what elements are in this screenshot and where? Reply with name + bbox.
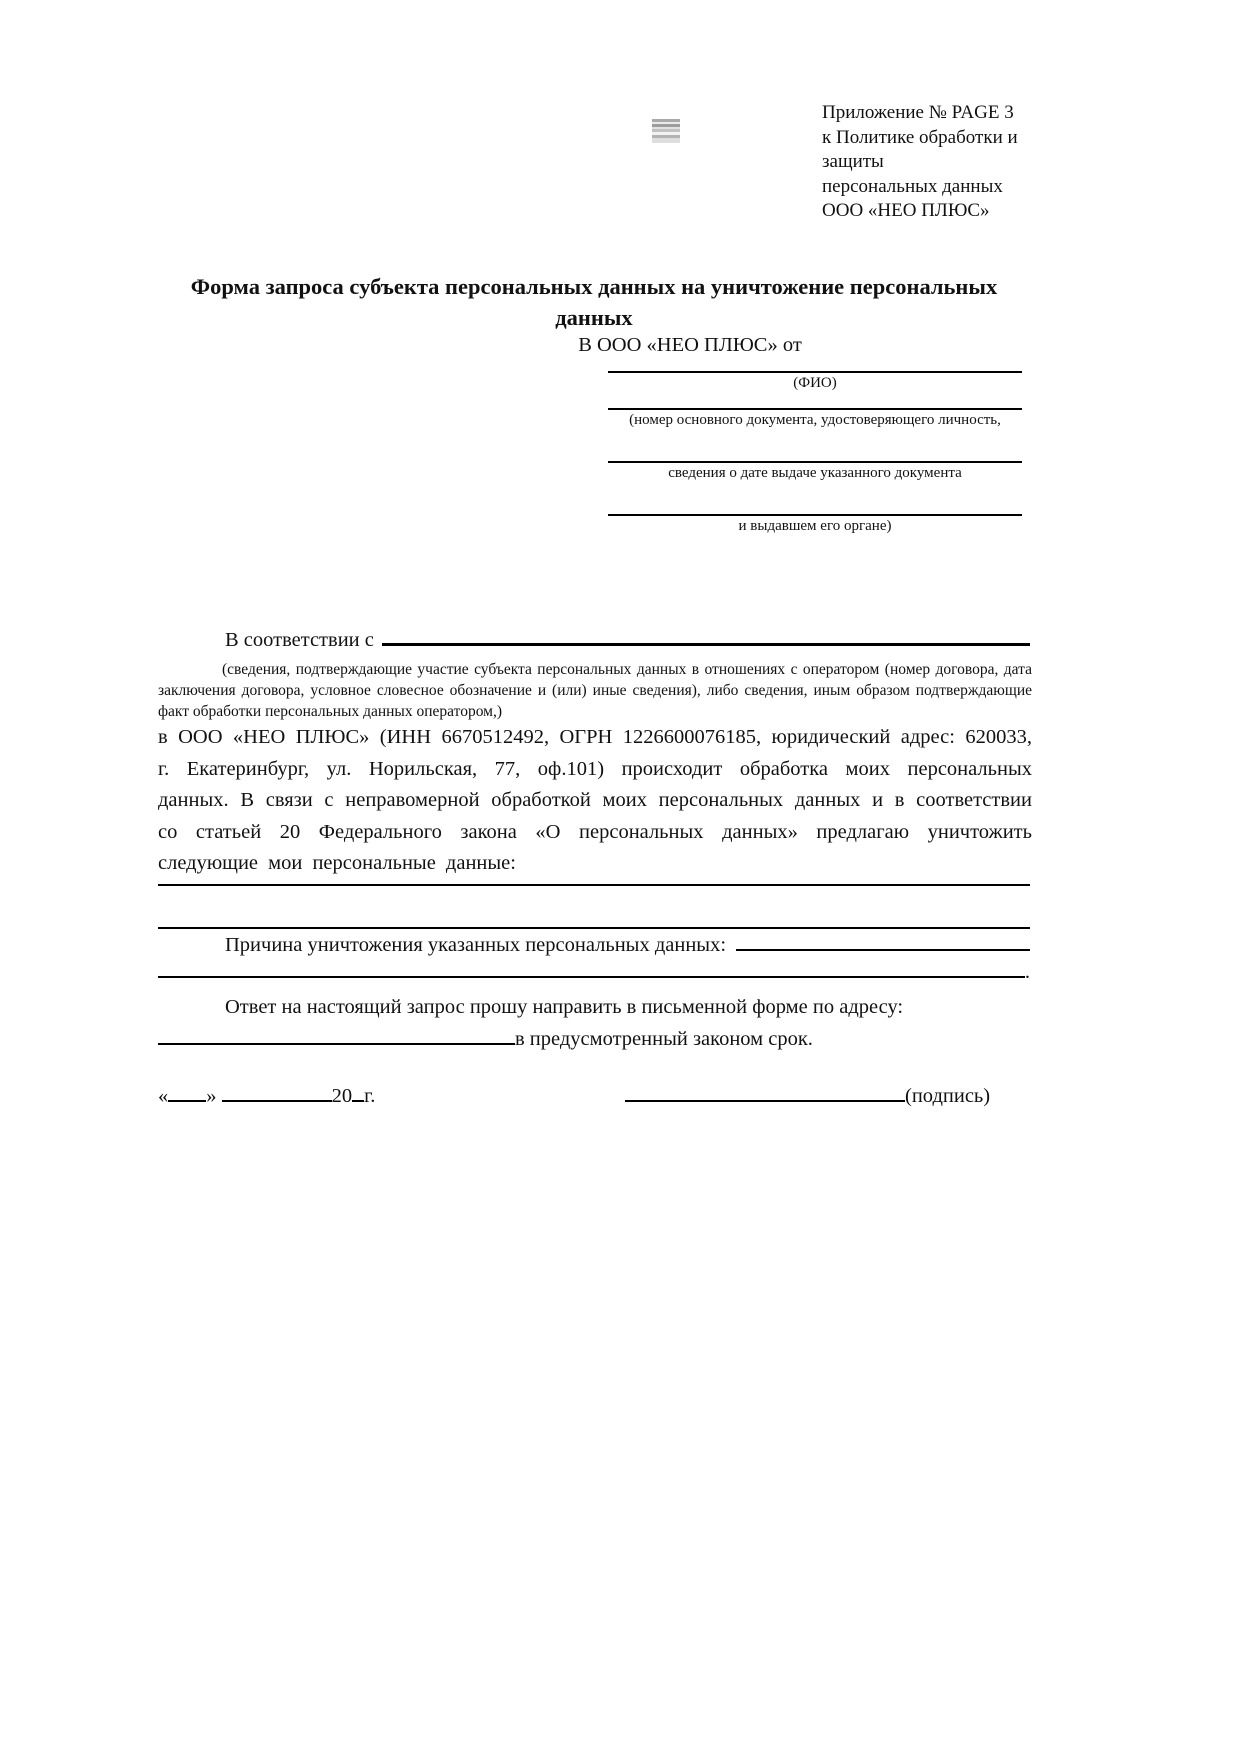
policy-line-2: персональных данных xyxy=(822,175,1003,197)
addressee-line: В ООО «НЕО ПЛЮС» от xyxy=(578,334,802,356)
accordance-label: В соответствии с xyxy=(225,629,374,651)
answer-line-2-text: в предусмотренный законом срок. xyxy=(515,1028,813,1050)
body-paragraph: в ООО «НЕО ПЛЮС» (ИНН 6670512492, ОГРН 1226600076185, юридический адрес: 620033, г. Екатеринбург, ул. Норильская, 77, оф.101) происходит обработка моих персональных данных. В связи с неправомерной обработкой моих персональных данных и в соответствии со статьей 20 Федерального закона «О персональных данных» предлагаю уничтожить следующие мои персональные данные: xyxy=(158,726,1032,874)
accordance-row xyxy=(158,629,1030,652)
accordance-note: (сведения, подтверждающие участие субъекта персональных данных в отношениях с оператором (номер договора, дата заключения договора, условное словесное обозначение и (или) иные сведения), либо сведения, иным образом подтверждающие факт обработки персональных данных оператором,) xyxy=(158,661,1032,720)
date-year-blank[interactable] xyxy=(352,1100,364,1102)
data-blank-line-1[interactable] xyxy=(158,884,1030,886)
fio-caption: (ФИО) xyxy=(793,375,837,391)
reason-row xyxy=(158,934,1030,957)
answer-line-2 xyxy=(158,1023,1030,1055)
date-year-suffix: г. xyxy=(364,1085,376,1107)
field-issue-date xyxy=(608,461,1022,482)
field-fio xyxy=(608,371,1022,392)
reason-continuation-row xyxy=(158,961,1030,984)
answer-paragraph xyxy=(158,991,1030,1055)
date-day-blank[interactable] xyxy=(168,1100,206,1102)
data-blank-line-2[interactable] xyxy=(158,927,1030,929)
answer-line-1: Ответ на настоящий запрос прошу направить в письменной форме по адресу: xyxy=(225,996,904,1018)
accordance-blank-line[interactable] xyxy=(382,643,1030,646)
reason-label: Причина уничтожения указанных персональных данных: xyxy=(225,934,727,956)
reason-blank-line[interactable] xyxy=(736,949,1030,951)
signature-caption: (подпись) xyxy=(905,1085,991,1107)
date-open-quote: « xyxy=(158,1085,169,1107)
company-name: ООО «НЕО ПЛЮС» xyxy=(822,200,990,221)
date-year-prefix: 20 xyxy=(331,1085,353,1107)
address-blank-line[interactable] xyxy=(158,1043,515,1045)
field-document-number xyxy=(608,408,1022,429)
document-title: Форма запроса субъекта персональных данных на уничтожение персональных данных xyxy=(190,274,998,330)
period-mark: . xyxy=(1024,961,1030,983)
issuing-authority-caption: и выдавшем его органе) xyxy=(738,518,892,534)
reason-continuation-blank-line[interactable] xyxy=(158,976,1025,978)
signature-blank-line[interactable] xyxy=(625,1100,905,1102)
date-month-blank[interactable] xyxy=(222,1100,332,1102)
policy-line-1: к Политике обработки и защиты xyxy=(822,126,1018,172)
embedded-object-icon xyxy=(652,119,680,143)
date-close-quote: » xyxy=(206,1085,217,1107)
signature-row xyxy=(625,1085,990,1108)
appendix-header xyxy=(822,101,1084,224)
issue-date-caption: сведения о дате выдаче указанного документа xyxy=(668,465,962,481)
appendix-number-line: Приложение № PAGE 3 xyxy=(822,102,1014,123)
document-number-caption: (номер основного документа, удостоверяющего личность, xyxy=(629,412,1001,428)
field-issuing-authority xyxy=(608,514,1022,535)
